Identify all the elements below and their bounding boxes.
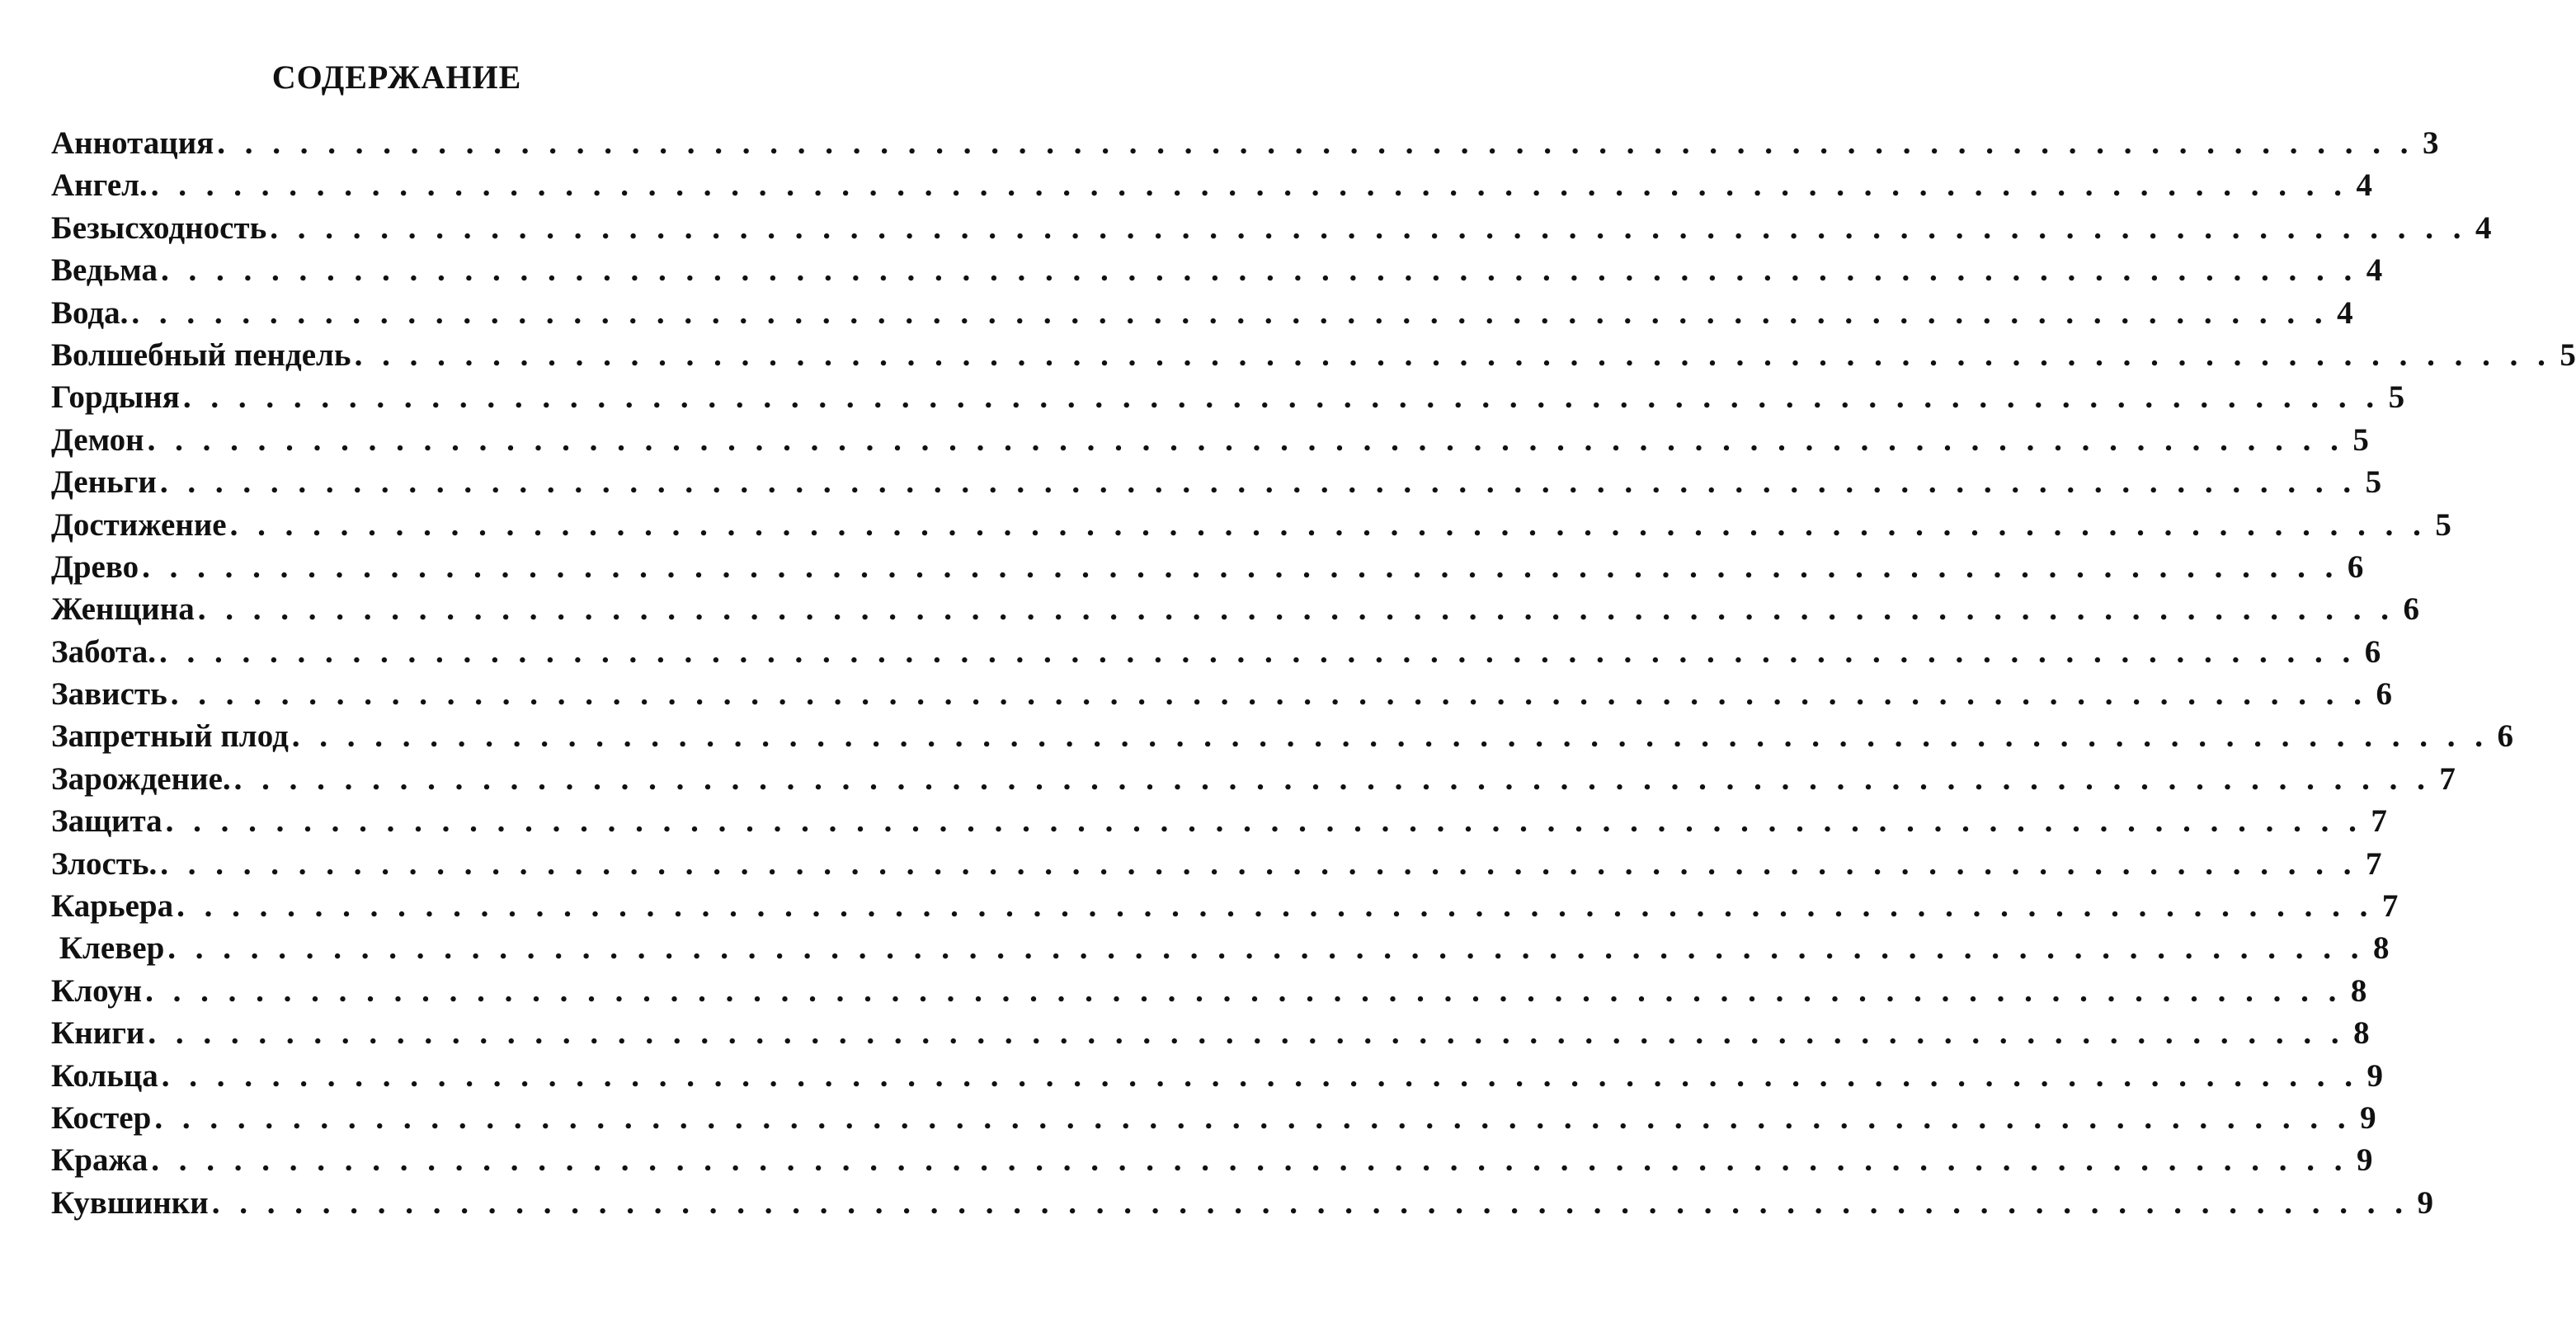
- toc-entry-title: Кольца: [51, 1057, 158, 1094]
- toc-entry-title: Защита: [51, 803, 162, 840]
- toc-entry: [51, 376, 2405, 418]
- toc-entry-page-number: 6: [2376, 676, 2392, 713]
- table-of-contents: [51, 122, 2576, 1224]
- toc-entry-title: Костер: [51, 1099, 152, 1136]
- toc-entry-title: Достижение: [51, 506, 227, 543]
- dot-leader: . . . . . . . . . . . . . . . . . . . . . . . . . . . . . . . . . . . . . . . . . . . . . . . . . . . . . . . . . . . . . . . . . . . . . . . . . . . . . . . .: [150, 167, 2348, 204]
- dot-leader: . . . . . . . . . . . . . . . . . . . . . . . . . . . . . . . . . . . . . . . . . . . . . . . . . . . . . . . . . . . . . . . . . . . . . . . . . . . . . . . .: [182, 379, 2381, 416]
- dot-leader: . . . . . . . . . . . . . . . . . . . . . . . . . . . . . . . . . . . . . . . . . . . . . . . . . . . . . . . . . . . . . . . . . . . . . . . . . . . . . . . .: [160, 252, 2358, 289]
- toc-entry-page-number: 6: [2403, 591, 2419, 628]
- dot-leader: . . . . . . . . . . . . . . . . . . . . . . . . . . . . . . . . . . . . . . . . . . . . . . . . . . . . . . . . . . . . . . . . . . . . . . . . . . . . . . . .: [211, 1184, 2409, 1221]
- toc-entry-title: Женщина: [51, 591, 195, 628]
- toc-entry: [51, 1012, 2370, 1054]
- toc-entry-title: Зависть: [51, 676, 167, 713]
- toc-entry: [51, 419, 2369, 461]
- toc-entry-title: Вода.: [51, 294, 129, 331]
- toc-entry-title: Гордыня: [51, 379, 180, 416]
- page-title: СОДЕРЖАНИЕ: [271, 59, 522, 96]
- toc-entry-page-number: 9: [2417, 1184, 2433, 1221]
- toc-entry-page-number: 3: [2423, 125, 2439, 161]
- toc-entry-title: Волшебный пендель: [51, 337, 351, 373]
- toc-entry-title: Клевер: [51, 930, 165, 967]
- toc-entry: [51, 800, 2387, 842]
- dot-leader: . . . . . . . . . . . . . . . . . . . . . . . . . . . . . . . . . . . . . . . . . . . . . . . . . . . . . . . . . . . . . . . . . . . . . . . . . . . . . . . .: [142, 548, 2339, 585]
- toc-entry: [51, 970, 2367, 1012]
- toc-entry-page-number: 9: [2366, 1057, 2384, 1094]
- dot-leader: . . . . . . . . . . . . . . . . . . . . . . . . . . . . . . . . . . . . . . . . . . . . . . . . . . . . . . . . . . . . . . . . . . . . . . . . . . . . . . . .: [147, 421, 2344, 458]
- dot-leader: . . . . . . . . . . . . . . . . . . . . . . . . . . . . . . . . . . . . . . . . . . . . . . . . . . . . . . . . . . . . . . . . . . . . . . . . . . . . . . . .: [160, 845, 2357, 882]
- toc-entry-title: Безысходность: [51, 209, 267, 246]
- toc-entry-title: Забота.: [51, 633, 156, 670]
- dot-leader: . . . . . . . . . . . . . . . . . . . . . . . . . . . . . . . . . . . . . . . . . . . . . . . . . . . . . . . . . . . . . . . . . . . . . . . . . . . . . . . .: [217, 125, 2414, 161]
- toc-entry-title: Демон: [51, 421, 144, 458]
- dot-leader: . . . . . . . . . . . . . . . . . . . . . . . . . . . . . . . . . . . . . . . . . . . . . . . . . . . . . . . . . . . . . . . . . . . . . . . . . . . . . . . .: [161, 1057, 2359, 1094]
- toc-entry: [51, 1182, 2433, 1224]
- toc-entry: [51, 461, 2382, 503]
- dot-leader: . . . . . . . . . . . . . . . . . . . . . . . . . . . . . . . . . . . . . . . . . . . . . . . . . . . . . . . . . . . . . . . . . . . . . . . . . . . . . . . .: [159, 464, 2357, 501]
- toc-entry: [51, 588, 2419, 630]
- dot-leader: . . . . . . . . . . . . . . . . . . . . . . . . . . . . . . . . . . . . . . . . . . . . . . . . . . . . . . . . . . . . . . . . . . . . . . . . . . . . . . . .: [291, 718, 2489, 755]
- dot-leader: . . . . . . . . . . . . . . . . . . . . . . . . . . . . . . . . . . . . . . . . . . . . . . . . . . . . . . . . . . . . . . . . . . . . . . . . . . . . . . . .: [354, 337, 2551, 373]
- toc-entry: [51, 164, 2373, 206]
- toc-entry: [51, 546, 2364, 588]
- toc-entry: [51, 673, 2392, 715]
- toc-entry-title: Злость.: [51, 845, 158, 882]
- toc-entry-page-number: 4: [2475, 209, 2492, 246]
- toc-entry: [51, 758, 2456, 800]
- toc-entry: [51, 715, 2514, 757]
- toc-entry-page-number: 6: [2347, 548, 2364, 585]
- toc-entry-title: Древо: [51, 548, 139, 585]
- toc-entry-title: Книги: [51, 1015, 145, 1052]
- toc-entry: [51, 1139, 2373, 1181]
- dot-leader: . . . . . . . . . . . . . . . . . . . . . . . . . . . . . . . . . . . . . . . . . . . . . . . . . . . . . . . . . . . . . . . . . . . . . . . . . . . . . . . .: [167, 930, 2365, 967]
- toc-entry-page-number: 7: [2371, 803, 2387, 840]
- dot-leader: . . . . . . . . . . . . . . . . . . . . . . . . . . . . . . . . . . . . . . . . . . . . . . . . . . . . . . . . . . . . . . . . . . . . . . . . . . . . . . . .: [165, 803, 2362, 840]
- toc-entry-page-number: 8: [2353, 1015, 2370, 1052]
- toc-entry-title: Запретный плод: [51, 718, 289, 755]
- toc-entry-page-number: 4: [2366, 252, 2383, 289]
- toc-entry-title: Клоун: [51, 972, 143, 1009]
- toc-entry-page-number: 8: [2350, 972, 2367, 1009]
- dot-leader: . . . . . . . . . . . . . . . . . . . . . . . . . . . . . . . . . . . . . . . . . . . . . . . . . . . . . . . . . . . . . . . . . . . . . . . . . . . . . . . .: [154, 1099, 2352, 1136]
- toc-entry-page-number: 9: [2357, 1142, 2373, 1179]
- toc-entry-title: Зарождение.: [51, 760, 231, 797]
- toc-entry-title: Кража: [51, 1142, 148, 1179]
- dot-leader: . . . . . . . . . . . . . . . . . . . . . . . . . . . . . . . . . . . . . . . . . . . . . . . . . . . . . . . . . . . . . . . . . . . . . . . . . . . . . . . .: [131, 294, 2329, 331]
- toc-entry: [51, 1055, 2384, 1097]
- dot-leader: . . . . . . . . . . . . . . . . . . . . . . . . . . . . . . . . . . . . . . . . . . . . . . . . . . . . . . . . . . . . . . . . . . . . . . . . . . . . . . . .: [145, 972, 2343, 1009]
- toc-entry: [51, 207, 2492, 249]
- toc-entry-title: Ангел.: [51, 167, 148, 204]
- toc-entry: [51, 843, 2382, 885]
- dot-leader: . . . . . . . . . . . . . . . . . . . . . . . . . . . . . . . . . . . . . . . . . . . . . . . . . . . . . . . . . . . . . . . . . . . . . . . . . . . . . . . .: [158, 633, 2357, 670]
- toc-entry: [51, 1097, 2376, 1139]
- dot-leader: . . . . . . . . . . . . . . . . . . . . . . . . . . . . . . . . . . . . . . . . . . . . . . . . . . . . . . . . . . . . . . . . . . . . . . . . . . . . . . . .: [177, 888, 2374, 925]
- toc-entry-title: Кувшинки: [51, 1184, 209, 1221]
- toc-entry-page-number: 7: [2366, 845, 2382, 882]
- toc-entry-page-number: 5: [2352, 421, 2369, 458]
- toc-entry-page-number: 7: [2439, 760, 2456, 797]
- dot-leader: . . . . . . . . . . . . . . . . . . . . . . . . . . . . . . . . . . . . . . . . . . . . . . . . . . . . . . . . . . . . . . . . . . . . . . . . . . . . . . . .: [170, 676, 2367, 713]
- dot-leader: . . . . . . . . . . . . . . . . . . . . . . . . . . . . . . . . . . . . . . . . . . . . . . . . . . . . . . . . . . . . . . . . . . . . . . . . . . . . . . . .: [148, 1015, 2345, 1052]
- dot-leader: . . . . . . . . . . . . . . . . . . . . . . . . . . . . . . . . . . . . . . . . . . . . . . . . . . . . . . . . . . . . . . . . . . . . . . . . . . . . . . . .: [197, 591, 2395, 628]
- toc-entry-page-number: 9: [2360, 1099, 2376, 1136]
- toc-entry: [51, 631, 2381, 673]
- toc-entry-title: Карьера: [51, 888, 174, 925]
- toc-entry-page-number: 5: [2435, 506, 2451, 543]
- dot-leader: . . . . . . . . . . . . . . . . . . . . . . . . . . . . . . . . . . . . . . . . . . . . . . . . . . . . . . . . . . . . . . . . . . . . . . . . . . . . . . . .: [233, 760, 2431, 797]
- toc-entry-title: Ведьма: [51, 252, 158, 289]
- toc-entry: [51, 292, 2353, 334]
- toc-entry-title: Аннотация: [51, 125, 214, 161]
- toc-entry-page-number: 6: [2497, 718, 2514, 755]
- toc-entry-title: Деньги: [51, 464, 157, 501]
- toc-entry-page-number: 5: [2388, 379, 2405, 416]
- toc-entry: [51, 885, 2399, 927]
- dot-leader: . . . . . . . . . . . . . . . . . . . . . . . . . . . . . . . . . . . . . . . . . . . . . . . . . . . . . . . . . . . . . . . . . . . . . . . . . . . . . . . .: [151, 1142, 2348, 1179]
- dot-leader: . . . . . . . . . . . . . . . . . . . . . . . . . . . . . . . . . . . . . . . . . . . . . . . . . . . . . . . . . . . . . . . . . . . . . . . . . . . . . . . .: [229, 506, 2427, 543]
- toc-entry: [51, 122, 2439, 164]
- toc-entry-page-number: 8: [2373, 930, 2390, 967]
- dot-leader: . . . . . . . . . . . . . . . . . . . . . . . . . . . . . . . . . . . . . . . . . . . . . . . . . . . . . . . . . . . . . . . . . . . . . . . . . . . . . . . .: [270, 209, 2467, 246]
- toc-entry-page-number: 4: [2356, 167, 2373, 204]
- toc-entry: [51, 504, 2451, 546]
- toc-entry-page-number: 4: [2337, 294, 2353, 331]
- toc-entry: [51, 927, 2390, 969]
- toc-entry-page-number: 6: [2364, 633, 2381, 670]
- toc-entry-page-number: 7: [2381, 888, 2399, 925]
- toc-entry-page-number: 5: [2560, 337, 2576, 373]
- toc-entry: [51, 249, 2383, 291]
- toc-entry: [51, 334, 2576, 376]
- toc-entry-page-number: 5: [2365, 464, 2382, 501]
